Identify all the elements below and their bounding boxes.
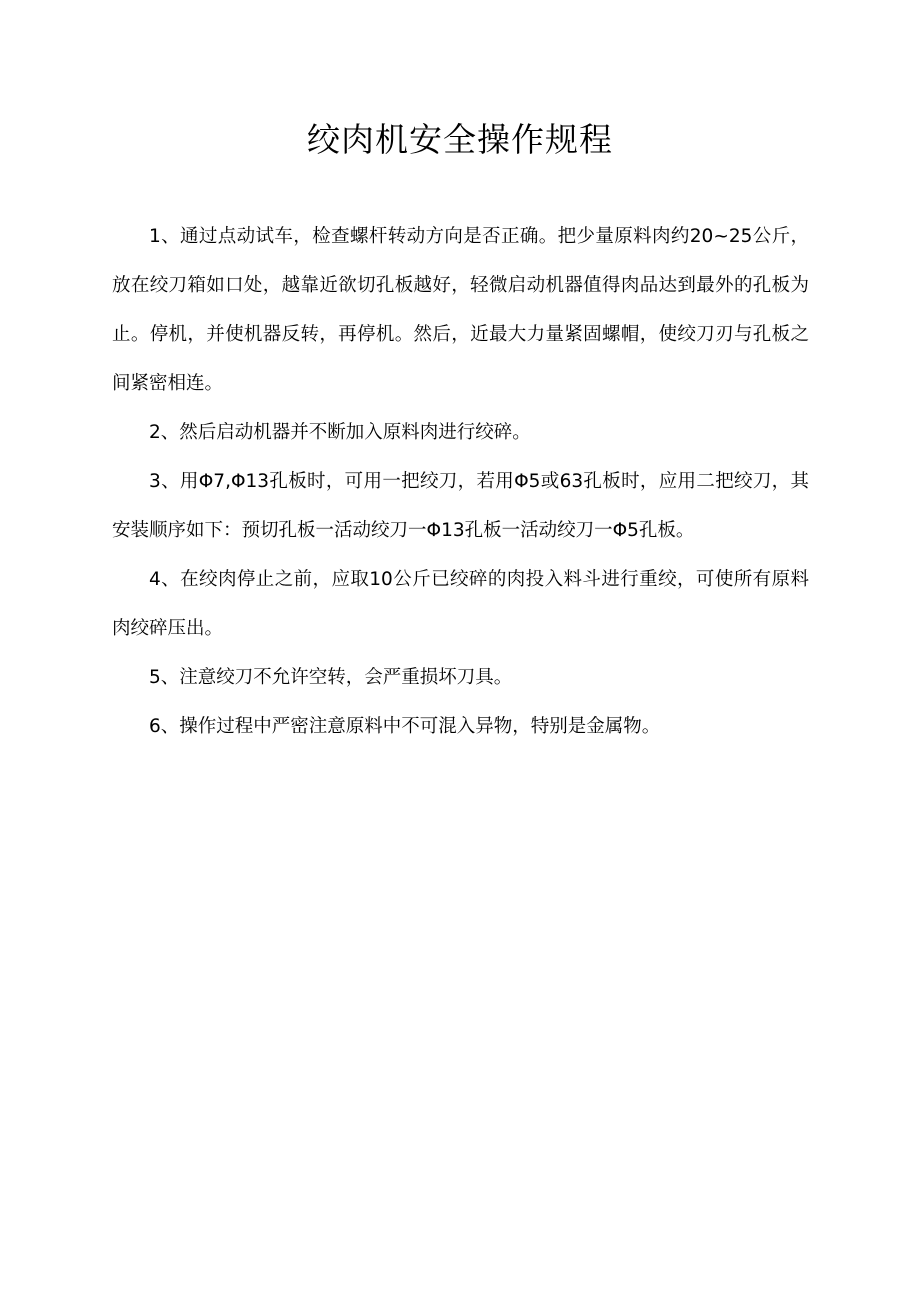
document-body [112, 212, 809, 751]
paragraph-2: 2、然后启动机器并不断加入原料肉进行绞碎。 [149, 422, 531, 443]
paragraph-5: 5、注意绞刀不允许空转，会严重损坏刀具。 [149, 667, 513, 688]
paragraph-6: 6、操作过程中严密注意原料中不可混入异物，特别是金属物。 [149, 716, 661, 737]
document-title: 绞肉机安全操作规程 [307, 120, 613, 159]
paragraph-1: 1、通过点动试车，检查螺杆转动方向是否正确。把少量原料肉约20~25公斤，放在绞刀箱如口处，越靠近欲切孔板越好，轻微启动机器值得肉品达到最外的孔板为止。停机，并使机器反转，再停机。然后，近最大力量紧固螺帽，使绞刀刃与孔板之间紧密相连。 [112, 226, 809, 394]
paragraph-3: 3、用Φ7,Φ13孔板时，可用一把绞刀，若用Φ5或63孔板时，应用二把绞刀，其安装顺序如下：预切孔板一活动绞刀一Φ13孔板一活动绞刀一Φ5孔板。 [112, 471, 809, 541]
paragraph-4: 4、在绞肉停止之前，应取10公斤已绞碎的肉投入料斗进行重绞，可使所有原料肉绞碎压出。 [112, 569, 809, 639]
